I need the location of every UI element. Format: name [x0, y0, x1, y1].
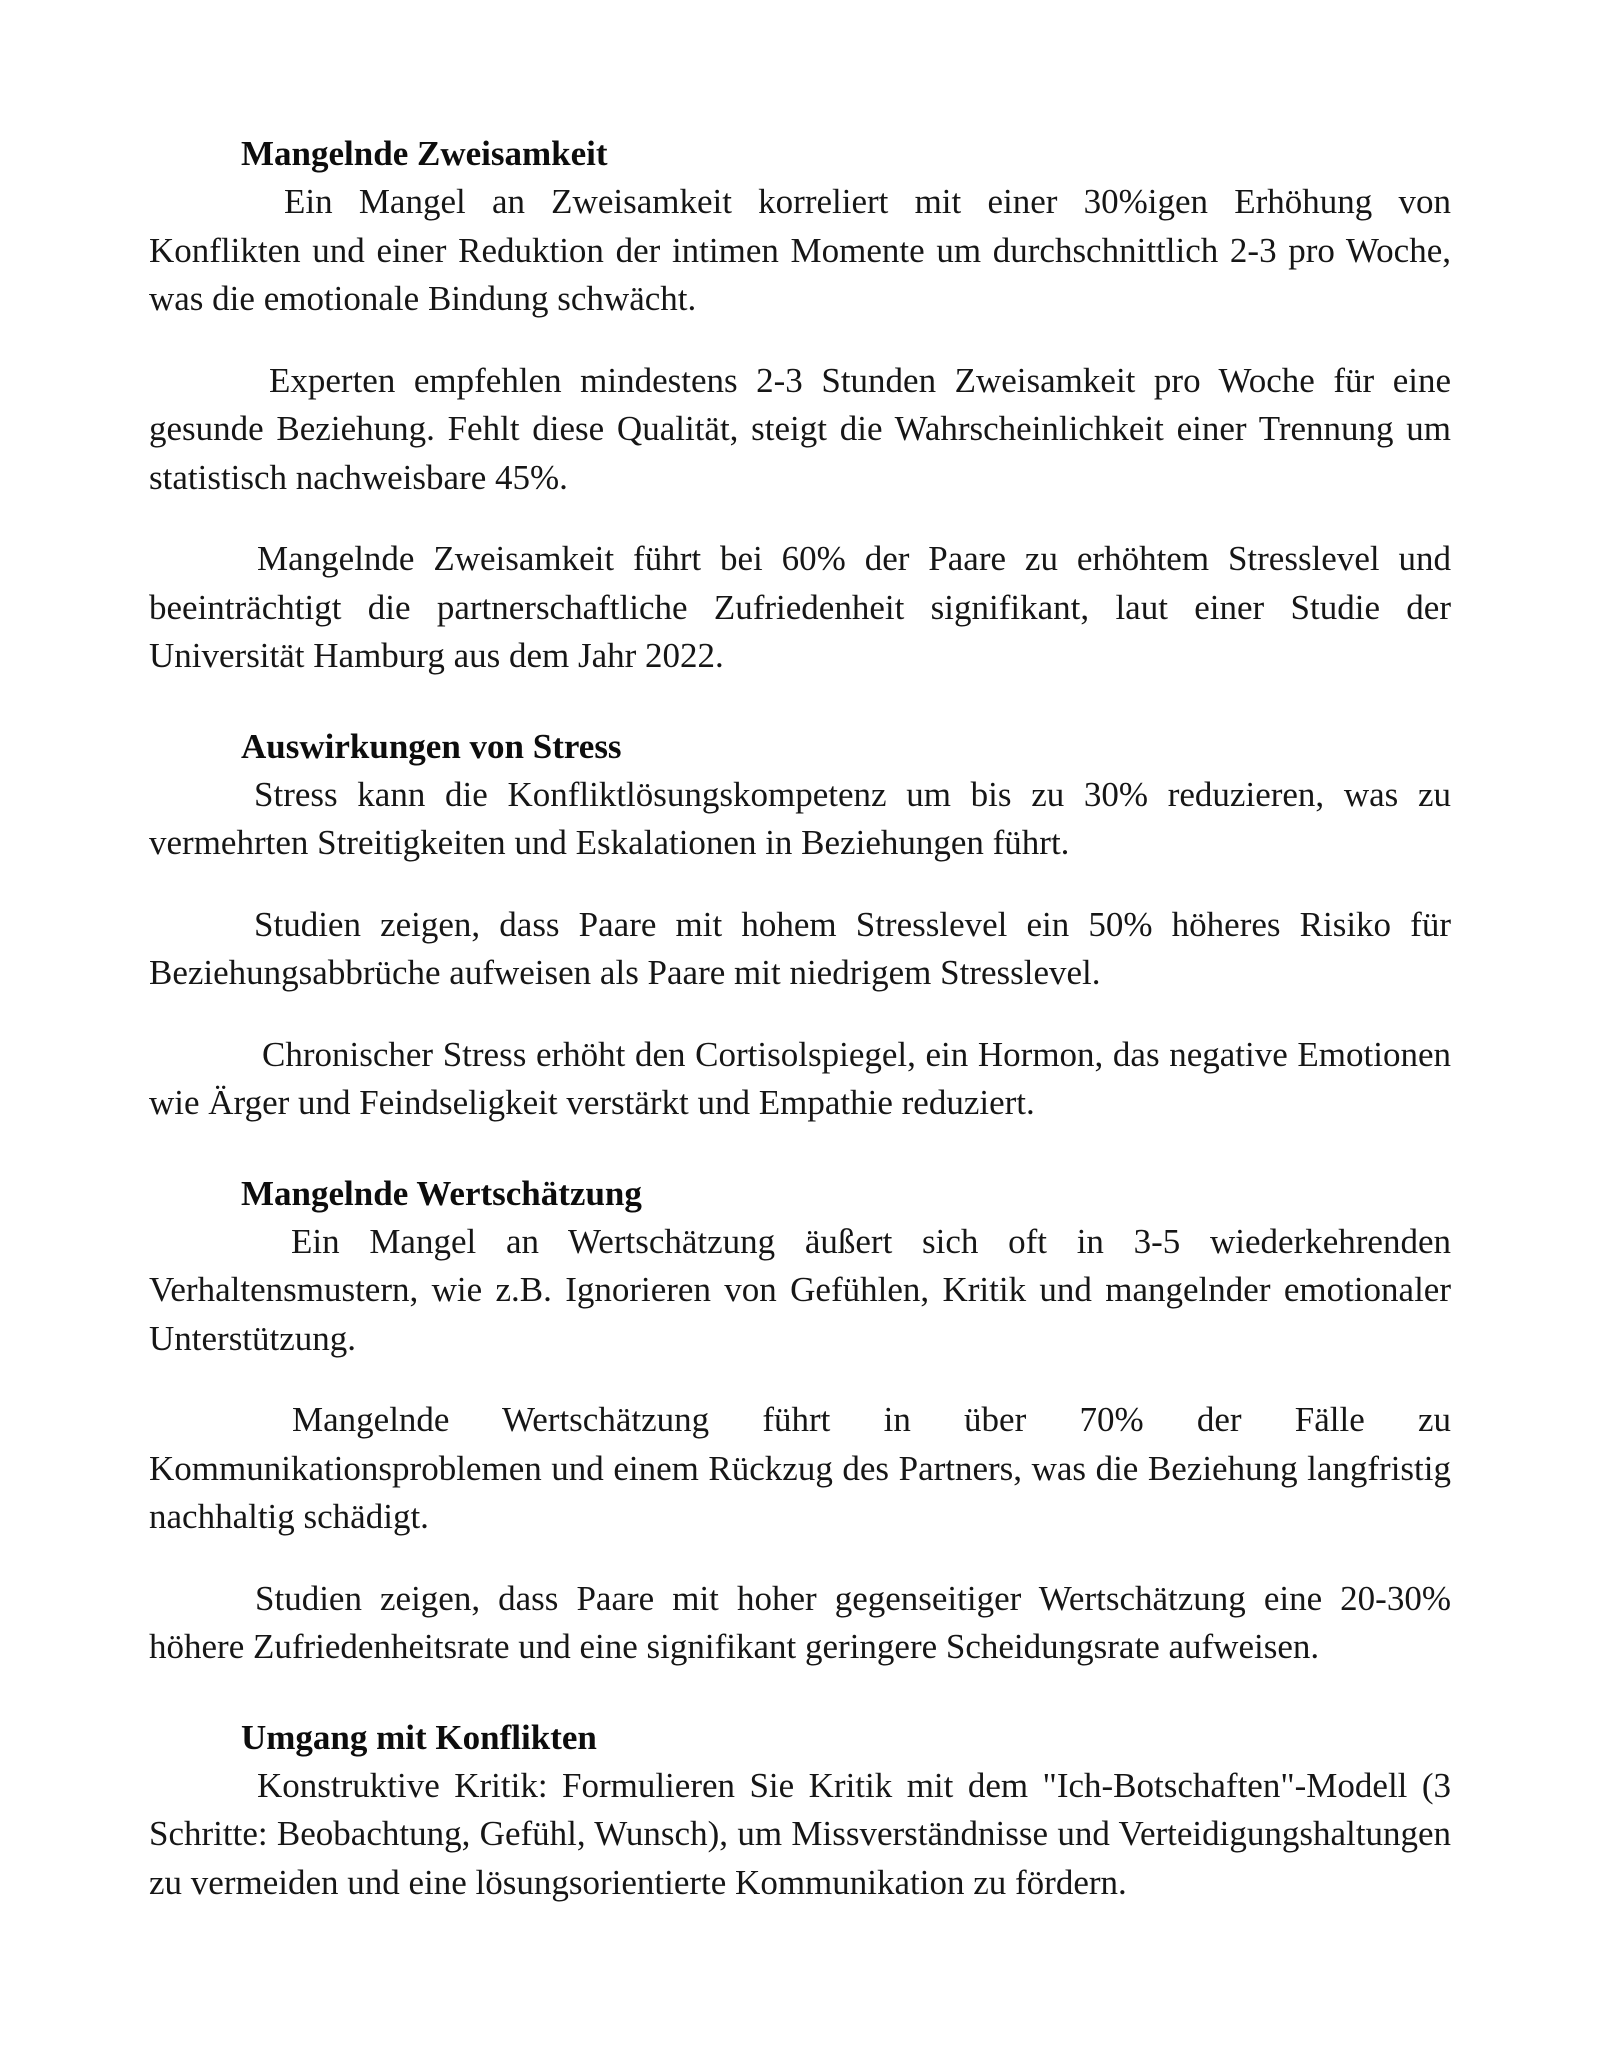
- section-heading: Mangelnde Zweisamkeit: [241, 134, 608, 173]
- paragraph: Mangelnde Wertschätzung führt in über 70% der Fälle zu Kommunikationsproblemen und einem Rückzug des Partners, was die Beziehung langfristig nachhaltig schädigt.: [149, 1400, 1451, 1536]
- paragraph: Ein Mangel an Zweisamkeit korreliert mit einer 30%igen Erhöhung von Konflikten und einer Reduktion der intimen Momente um durchschnittlich 2-3 pro Woche, was die emotionale Bindung schwächt.: [149, 182, 1451, 318]
- paragraph: Mangelnde Zweisamkeit führt bei 60% der Paare zu erhöhtem Stresslevel und beeinträchtigt die partnerschaftliche Zufriedenheit signifikant, laut einer Studie der Universität Hamburg aus dem Jahr 2022.: [149, 539, 1451, 675]
- section-heading: Mangelnde Wertschätzung: [241, 1173, 642, 1213]
- paragraph: Ein Mangel an Wertschätzung äußert sich oft in 3-5 wiederkehrenden Verhaltensmustern, wie z.B. Ignorieren von Gefühlen, Kritik und mangelnder emotionaler Unterstützung.: [149, 1221, 1451, 1358]
- paragraph: Studien zeigen, dass Paare mit hohem Stresslevel ein 50% höheres Risiko für Beziehungsabbrüche aufweisen als Paare mit niedrigem Stresslevel.: [149, 904, 1451, 992]
- paragraph: Stress kann die Konfliktlösungskompetenz um bis zu 30% reduzieren, was zu vermehrten Streitigkeiten und Eskalationen in Beziehungen führt.: [149, 774, 1451, 862]
- section-auswirkungen-von-stress: [149, 723, 1451, 1128]
- paragraph: Experten empfehlen mindestens 2-3 Stunden Zweisamkeit pro Woche für eine gesunde Beziehung. Fehlt diese Qualität, steigt die Wahrscheinlichkeit einer Trennung um statistisch nachweisbare 45%.: [149, 360, 1451, 497]
- paragraph: Studien zeigen, dass Paare mit hoher gegenseitiger Wertschätzung eine 20-30% höhere Zufriedenheitsrate und eine signifikant geringere Scheidungsrate aufweisen.: [149, 1578, 1451, 1666]
- section-mangelnde-zweisamkeit: [149, 130, 1451, 681]
- section-heading: Umgang mit Konflikten: [241, 1717, 597, 1757]
- section-heading: Auswirkungen von Stress: [241, 726, 622, 766]
- section-mangelnde-wertschaetzung: [149, 1170, 1451, 1672]
- paragraph: Chronischer Stress erhöht den Cortisolspiegel, ein Hormon, das negative Emotionen wie Ärger und Feindseligkeit verstärkt und Empathie reduziert.: [149, 1034, 1451, 1122]
- paragraph: Konstruktive Kritik: Formulieren Sie Kritik mit dem "Ich-Botschaften"-Modell (3 Schritte: Beobachtung, Gefühl, Wunsch), um Missverständnisse und Verteidigungshaltungen zu vermeiden und eine lösungsorientierte Kommunikation zu fördern.: [149, 1765, 1451, 1902]
- section-umgang-mit-konflikten: [149, 1714, 1451, 1908]
